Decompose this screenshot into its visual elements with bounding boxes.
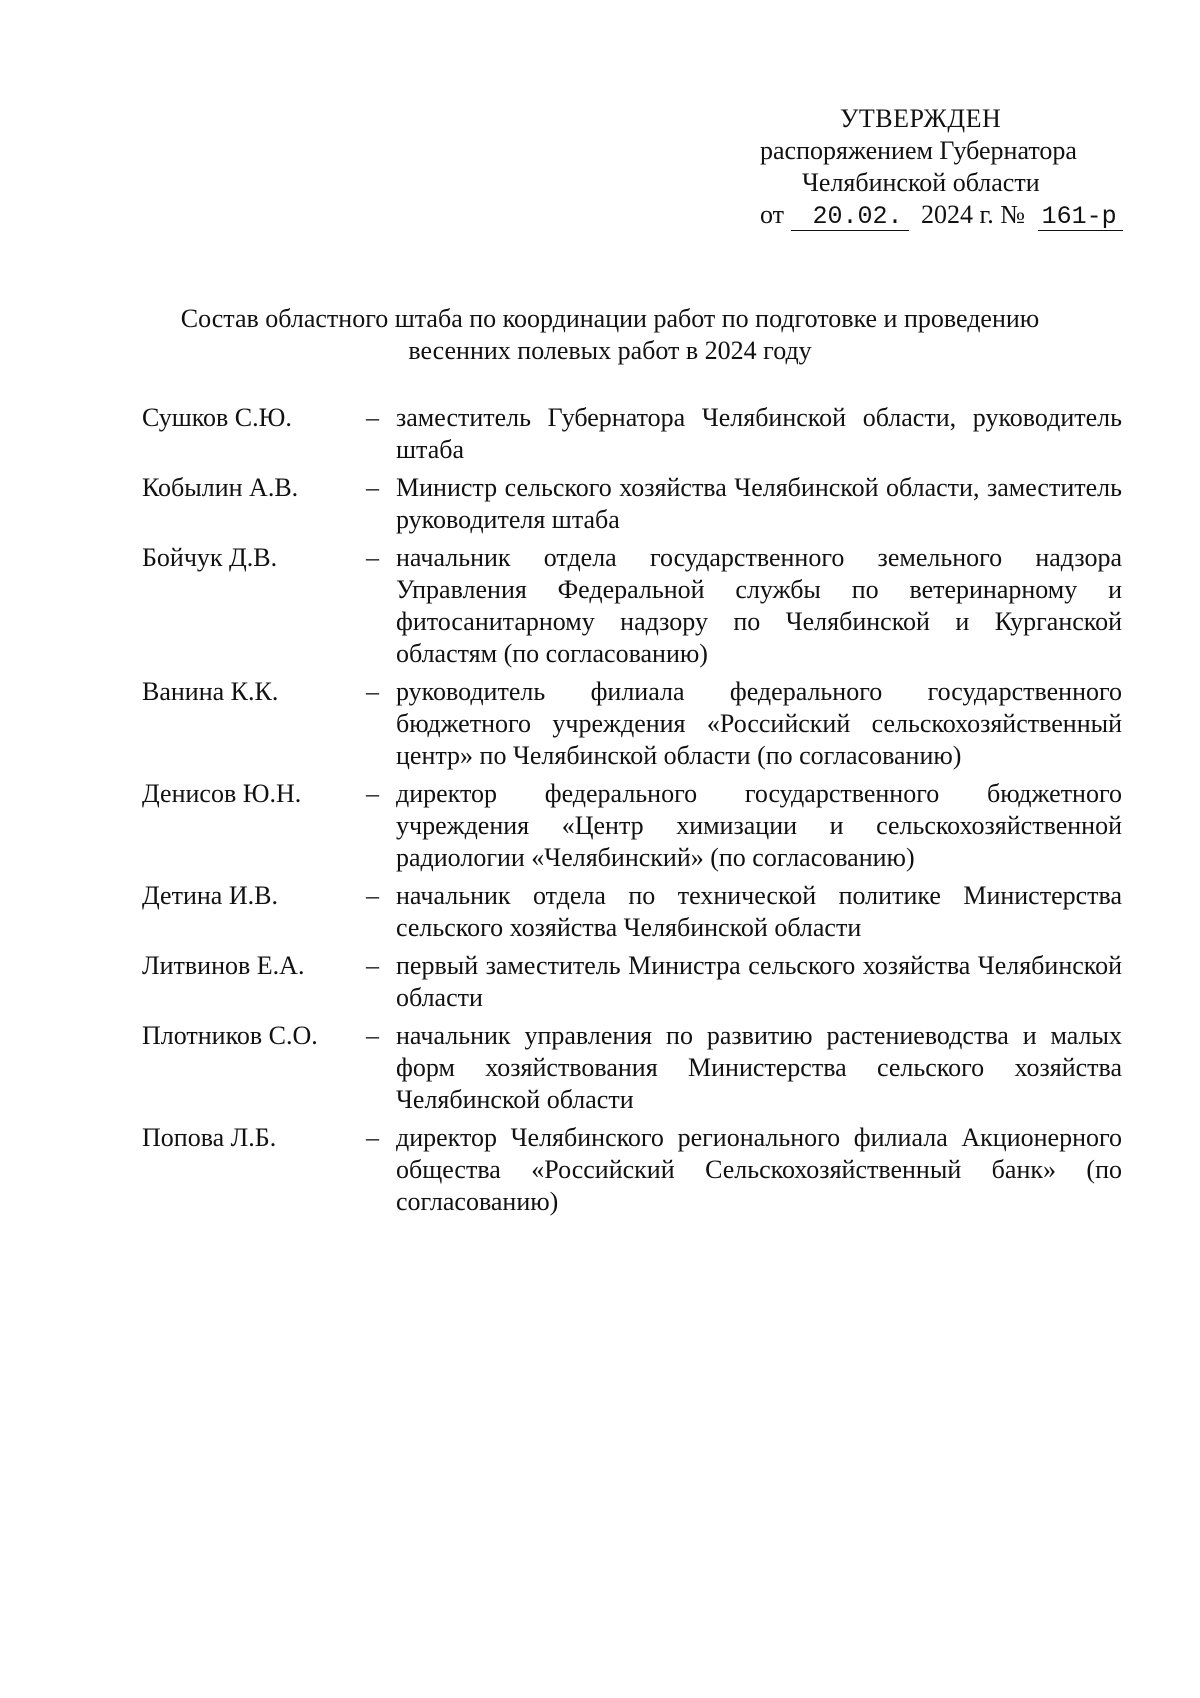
member-name: Сушков С.Ю. — [142, 403, 292, 432]
member-row — [142, 402, 1122, 466]
member-dash: – — [366, 543, 379, 572]
member-role: начальник отдела государственного земельного надзора Управления Федеральной службы по ветеринарному и фитосанитарному надзору по Челябинской и Курганской областям (по согласованию) — [396, 543, 1122, 668]
approved-region: Челябинской области — [802, 168, 1040, 197]
member-name: Плотников С.О. — [142, 1021, 318, 1050]
member-row — [142, 542, 1122, 670]
approved-by-order: распоряжением Губернатора — [760, 136, 1077, 165]
member-role: директор Челябинского регионального филиала Акционерного общества «Российский Сельскохозяйственный банк» (по согласованию) — [396, 1123, 1122, 1216]
document-title — [120, 303, 1100, 367]
member-name: Литвинов Е.А. — [142, 951, 305, 980]
member-row — [142, 676, 1122, 772]
member-role: заместитель Губернатора Челябинской области, руководитель штаба — [396, 403, 1122, 464]
member-name: Денисов Ю.Н. — [142, 779, 302, 808]
member-name: Бойчук Д.В. — [142, 543, 278, 572]
member-row — [142, 778, 1122, 874]
member-role: начальник управления по развитию растениеводства и малых форм хозяйствования Министерства сельского хозяйства Челябинской области — [396, 1021, 1122, 1114]
member-role: Министр сельского хозяйства Челябинской области, заместитель руководителя штаба — [396, 473, 1122, 534]
approval-date-number — [740, 199, 1140, 231]
member-row — [142, 950, 1122, 1014]
member-name: Ванина К.К. — [142, 677, 279, 706]
member-row — [142, 1020, 1122, 1116]
member-role: начальник отдела по технической политике Министерства сельского хозяйства Челябинской области — [396, 881, 1122, 942]
member-dash: – — [366, 403, 379, 432]
member-name: Детина И.В. — [142, 881, 278, 910]
member-name: Кобылин А.В. — [142, 473, 299, 502]
order-year: 2024 г. № — [921, 200, 1026, 229]
member-row — [142, 472, 1122, 536]
approval-block — [740, 103, 1140, 231]
member-name: Попова Л.Б. — [142, 1123, 277, 1152]
member-dash: – — [366, 677, 379, 706]
member-role: первый заместитель Министра сельского хозяйства Челябинской области — [396, 951, 1122, 1012]
title-line-2: весенних полевых работ в 2024 году — [408, 336, 812, 365]
member-role: директор федерального государственного бюджетного учреждения «Центр химизации и сельскохозяйственной радиологии «Челябинский» (по согласованию) — [396, 779, 1122, 872]
from-prefix: от — [760, 200, 785, 229]
members-list — [142, 402, 1122, 1224]
member-row — [142, 1122, 1122, 1218]
member-dash: – — [366, 1021, 379, 1050]
member-dash: – — [366, 951, 379, 980]
order-date: 20.02. — [791, 204, 909, 231]
member-dash: – — [366, 473, 379, 502]
member-role: руководитель филиала федерального государственного бюджетного учреждения «Российский сельскохозяйственный центр» по Челябинской области (по согласованию) — [396, 677, 1122, 770]
member-dash: – — [366, 1123, 379, 1152]
title-line-1: Состав областного штаба по координации работ по подготовке и проведению — [180, 304, 1040, 333]
order-number: 161-р — [1038, 204, 1123, 231]
member-dash: – — [366, 779, 379, 808]
member-dash: – — [366, 881, 379, 910]
approved-heading: УТВЕРЖДЕН — [840, 104, 1002, 133]
member-row — [142, 880, 1122, 944]
